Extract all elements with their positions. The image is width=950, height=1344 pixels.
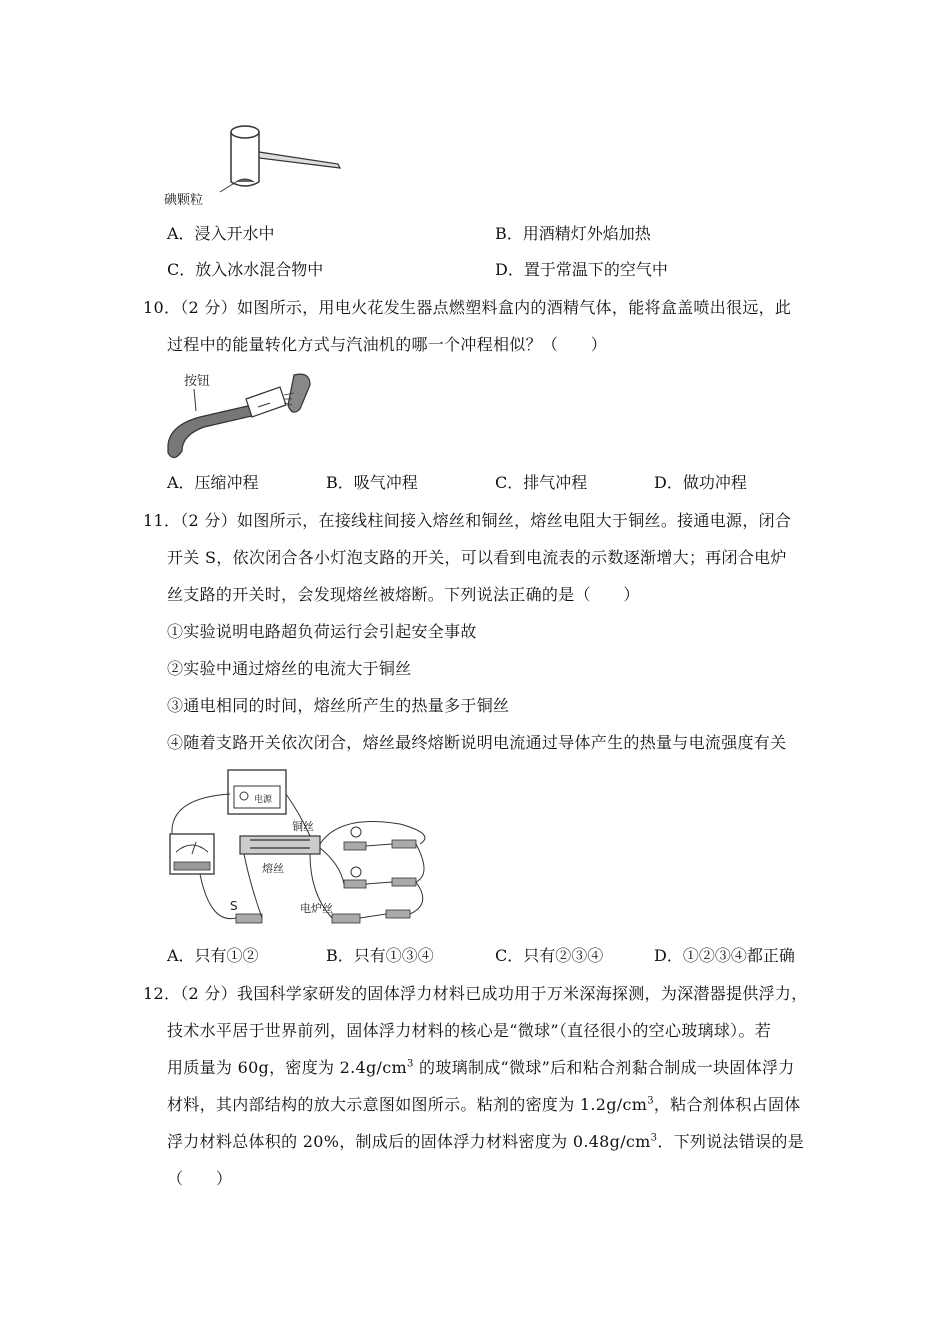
- q11-statement-4: ④随着支路开关依次闭合，熔丝最终熔断说明电流通过导体产生的热量与电流强度有关: [167, 733, 787, 752]
- q12-stem-line-5: [167, 1132, 804, 1152]
- q11-option-a[interactable]: A．只有①②: [167, 946, 259, 965]
- q12-line5-part-a: 浮力材料总体积的 20%，制成后的固体浮力材料密度为 0.48g/cm: [167, 1132, 651, 1151]
- switch-s-label: S: [230, 899, 238, 913]
- q11-statement-1: ①实验说明电路超负荷运行会引起安全事故: [167, 622, 477, 641]
- heater-label: 电炉丝: [300, 902, 333, 915]
- q12-stem-line-3: [167, 1058, 795, 1078]
- q11-option-d[interactable]: D．①②③④都正确: [654, 946, 795, 965]
- q11-option-c[interactable]: C．只有②③④: [495, 946, 604, 965]
- q9-option-a[interactable]: A．浸入开水中: [167, 224, 275, 243]
- q11-stem-line-1: 11．（2 分）如图所示，在接线柱间接入熔丝和铜丝，熔丝电阻大于铜丝。接通电源，闭合: [143, 511, 792, 530]
- q12-stem-line-4: [167, 1095, 801, 1115]
- q12-line4-part-b: ，粘合剂体积占固体: [653, 1095, 801, 1114]
- q12-line3-part-b: 的玻璃制成“微球”后和粘合剂黏合制成一块固体浮力: [413, 1058, 795, 1077]
- q10-option-a[interactable]: A．压缩冲程: [167, 473, 259, 492]
- iodine-label: 碘颗粒: [164, 193, 204, 208]
- copper-label: 铜丝: [292, 820, 314, 833]
- q11-stem-line-2: 开关 S，依次闭合各小灯泡支路的开关，可以看到电流表的示数逐渐增大；再闭合电炉: [167, 548, 787, 567]
- q12-answer-blank: （ ）: [167, 1169, 233, 1188]
- q12-line4-part-a: 材料，其内部结构的放大示意图如图所示。粘剂的密度为 1.2g/cm: [167, 1095, 648, 1114]
- q12-line3-part-a: 用质量为 60g，密度为 2.4g/cm: [167, 1058, 407, 1077]
- q12-stem-line-2: 技术水平居于世界前列，固体浮力材料的核心是“微球”（直径很小的空心玻璃球）。若: [167, 1021, 772, 1040]
- circuit-figure: [160, 764, 440, 934]
- iodine-tube-figure: [160, 118, 360, 214]
- q10-stem-line-1: 10．（2 分）如图所示，用电火花发生器点燃塑料盒内的酒精气体，能将盒盖喷出很远，此: [143, 298, 792, 317]
- power-label: 电源: [254, 795, 273, 805]
- q10-option-c[interactable]: C．排气冲程: [495, 473, 588, 492]
- q11-option-b[interactable]: B．只有①③④: [326, 946, 434, 965]
- q10-option-b[interactable]: B．吸气冲程: [326, 473, 418, 492]
- fuse-label: 熔丝: [262, 862, 284, 875]
- q12-stem-line-1: 12．（2 分）我国科学家研发的固体浮力材料已成功用于万米深海探测，为深潜器提供浮力，: [143, 984, 808, 1003]
- q9-option-c[interactable]: C．放入冰水混合物中: [167, 260, 324, 279]
- q11-stem-line-3: 丝支路的开关时，会发现熔丝被熔断。下列说法正确的是（ ）: [167, 585, 640, 604]
- q10-stem-line-2: 过程中的能量转化方式与汽油机的哪一个冲程相似？（ ）: [167, 335, 608, 354]
- button-label: 按钮: [184, 374, 211, 389]
- q11-statement-2: ②实验中通过熔丝的电流大于铜丝: [167, 659, 412, 678]
- q9-option-d[interactable]: D．置于常温下的空气中: [495, 260, 668, 279]
- q12-line3-exp: 3: [406, 1058, 414, 1070]
- q9-option-b[interactable]: B．用酒精灯外焰加热: [495, 224, 651, 243]
- q10-option-d[interactable]: D．做功冲程: [654, 473, 747, 492]
- spark-generator-figure: [160, 365, 350, 465]
- q12-line5-part-b: ．下列说法错误的是: [657, 1132, 805, 1151]
- q11-statement-3: ③通电相同的时间，熔丝所产生的热量多于铜丝: [167, 696, 510, 715]
- q12-line4-exp: 3: [647, 1095, 654, 1107]
- q12-line5-exp: 3: [650, 1132, 658, 1144]
